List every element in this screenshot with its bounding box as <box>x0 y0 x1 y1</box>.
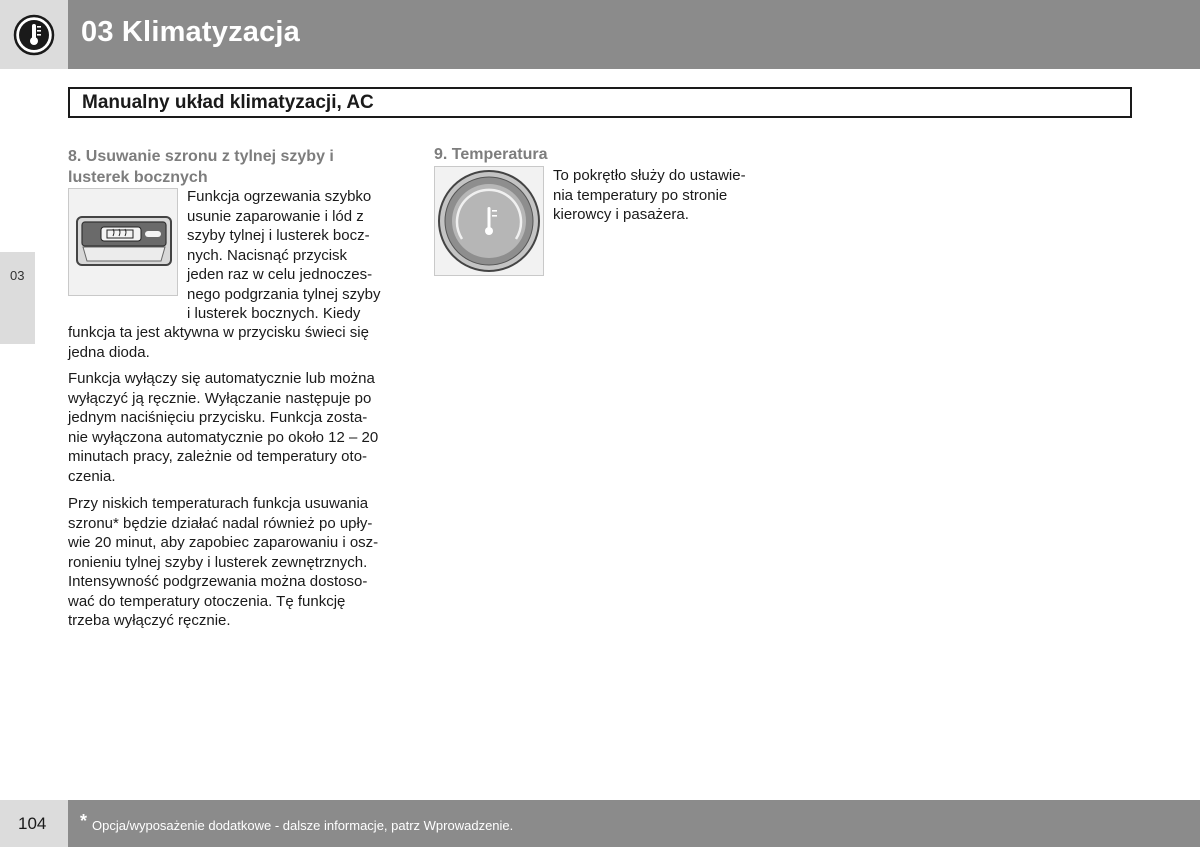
side-chapter-tab <box>0 252 35 344</box>
temperature-knob-figure <box>434 166 544 276</box>
chapter-icon-box <box>0 0 68 69</box>
text-line: wać do temperatury otoczenia. Tę funkcję <box>68 592 346 610</box>
item9-text <box>553 166 746 225</box>
text-line: To pokrętło służy do ustawie- <box>553 167 746 184</box>
item8-paragraph-2 <box>68 369 378 486</box>
text-line: nego podgrzania tylnej szyby <box>187 285 381 303</box>
text-line: minutach pracy, zależnie od temperatury oto- <box>68 448 368 465</box>
text-line: Przy niskich temperaturach funkcja usuwania <box>68 495 369 512</box>
text-line: Intensywność podgrzewania można dostoso- <box>68 573 368 590</box>
footnote-text: Opcja/wyposażenie dodatkowe - dalsze informacje, patrz Wprowadzenie. <box>92 818 514 833</box>
text-line: jednym naciśnięciu przycisku. Funkcja zosta- <box>68 409 368 426</box>
text-line: Funkcja ogrzewania szybko <box>187 188 372 205</box>
temperature-knob-icon <box>435 167 543 275</box>
chapter-title: 03 Klimatyzacja <box>81 16 301 48</box>
text-line: Funkcja wyłączy się automatycznie lub można <box>68 370 375 387</box>
text-line: nia temperatury po stronie <box>553 186 728 204</box>
item8-heading-line: 8. Usuwanie szronu z tylnej szyby i <box>68 148 334 165</box>
thermometer-icon <box>13 14 55 56</box>
text-line: wie 20 minut, aby zapobiec zaparowaniu i osz- <box>68 534 379 551</box>
text-line: szyby tylnej i lusterek bocz- <box>187 227 370 244</box>
section-title-box <box>68 87 1132 118</box>
text-line: nych. Nacisnąć przycisk <box>187 246 348 264</box>
side-tab-label: 03 <box>10 268 25 283</box>
text-line: trzeba wyłączyć ręcznie. <box>68 612 231 629</box>
text-line: wyłączyć ją ręcznie. Wyłączanie następuje po <box>68 389 372 407</box>
text-line: ronieniu tylnej szyby i lusterek zewnętrznych. <box>68 553 368 571</box>
text-line: jeden raz w celu jednoczes- <box>187 266 373 283</box>
item8-full-text <box>68 323 408 362</box>
text-line: kierowcy i pasażera. <box>553 206 689 223</box>
item8-heading <box>68 146 398 188</box>
item8-heading-line: lusterek bocznych <box>68 169 208 186</box>
text-line: szronu* będzie działać nadal również po upły- <box>68 514 373 532</box>
section-title: Manualny układ klimatyzacji, AC <box>82 92 374 113</box>
text-line: funkcja ta jest aktywna w przycisku świeci się <box>68 324 369 341</box>
text-line: jedna dioda. <box>68 343 150 361</box>
text-line: usunie zaparowanie i lód z <box>187 207 364 225</box>
item8-wrap-text <box>187 187 407 324</box>
text-line: czenia. <box>68 467 116 485</box>
item8-paragraph-3 <box>68 494 378 631</box>
rear-defrost-figure <box>68 188 178 296</box>
rear-defrost-button-icon <box>69 189 177 295</box>
item9-heading: 9. Temperatura <box>434 146 548 163</box>
text-line: i lusterek bocznych. Kiedy <box>187 305 361 322</box>
page-number: 104 <box>18 814 47 833</box>
footnote-star: * <box>80 811 88 831</box>
text-line: nie wyłączona automatycznie po około 12 – 20 <box>68 428 379 446</box>
